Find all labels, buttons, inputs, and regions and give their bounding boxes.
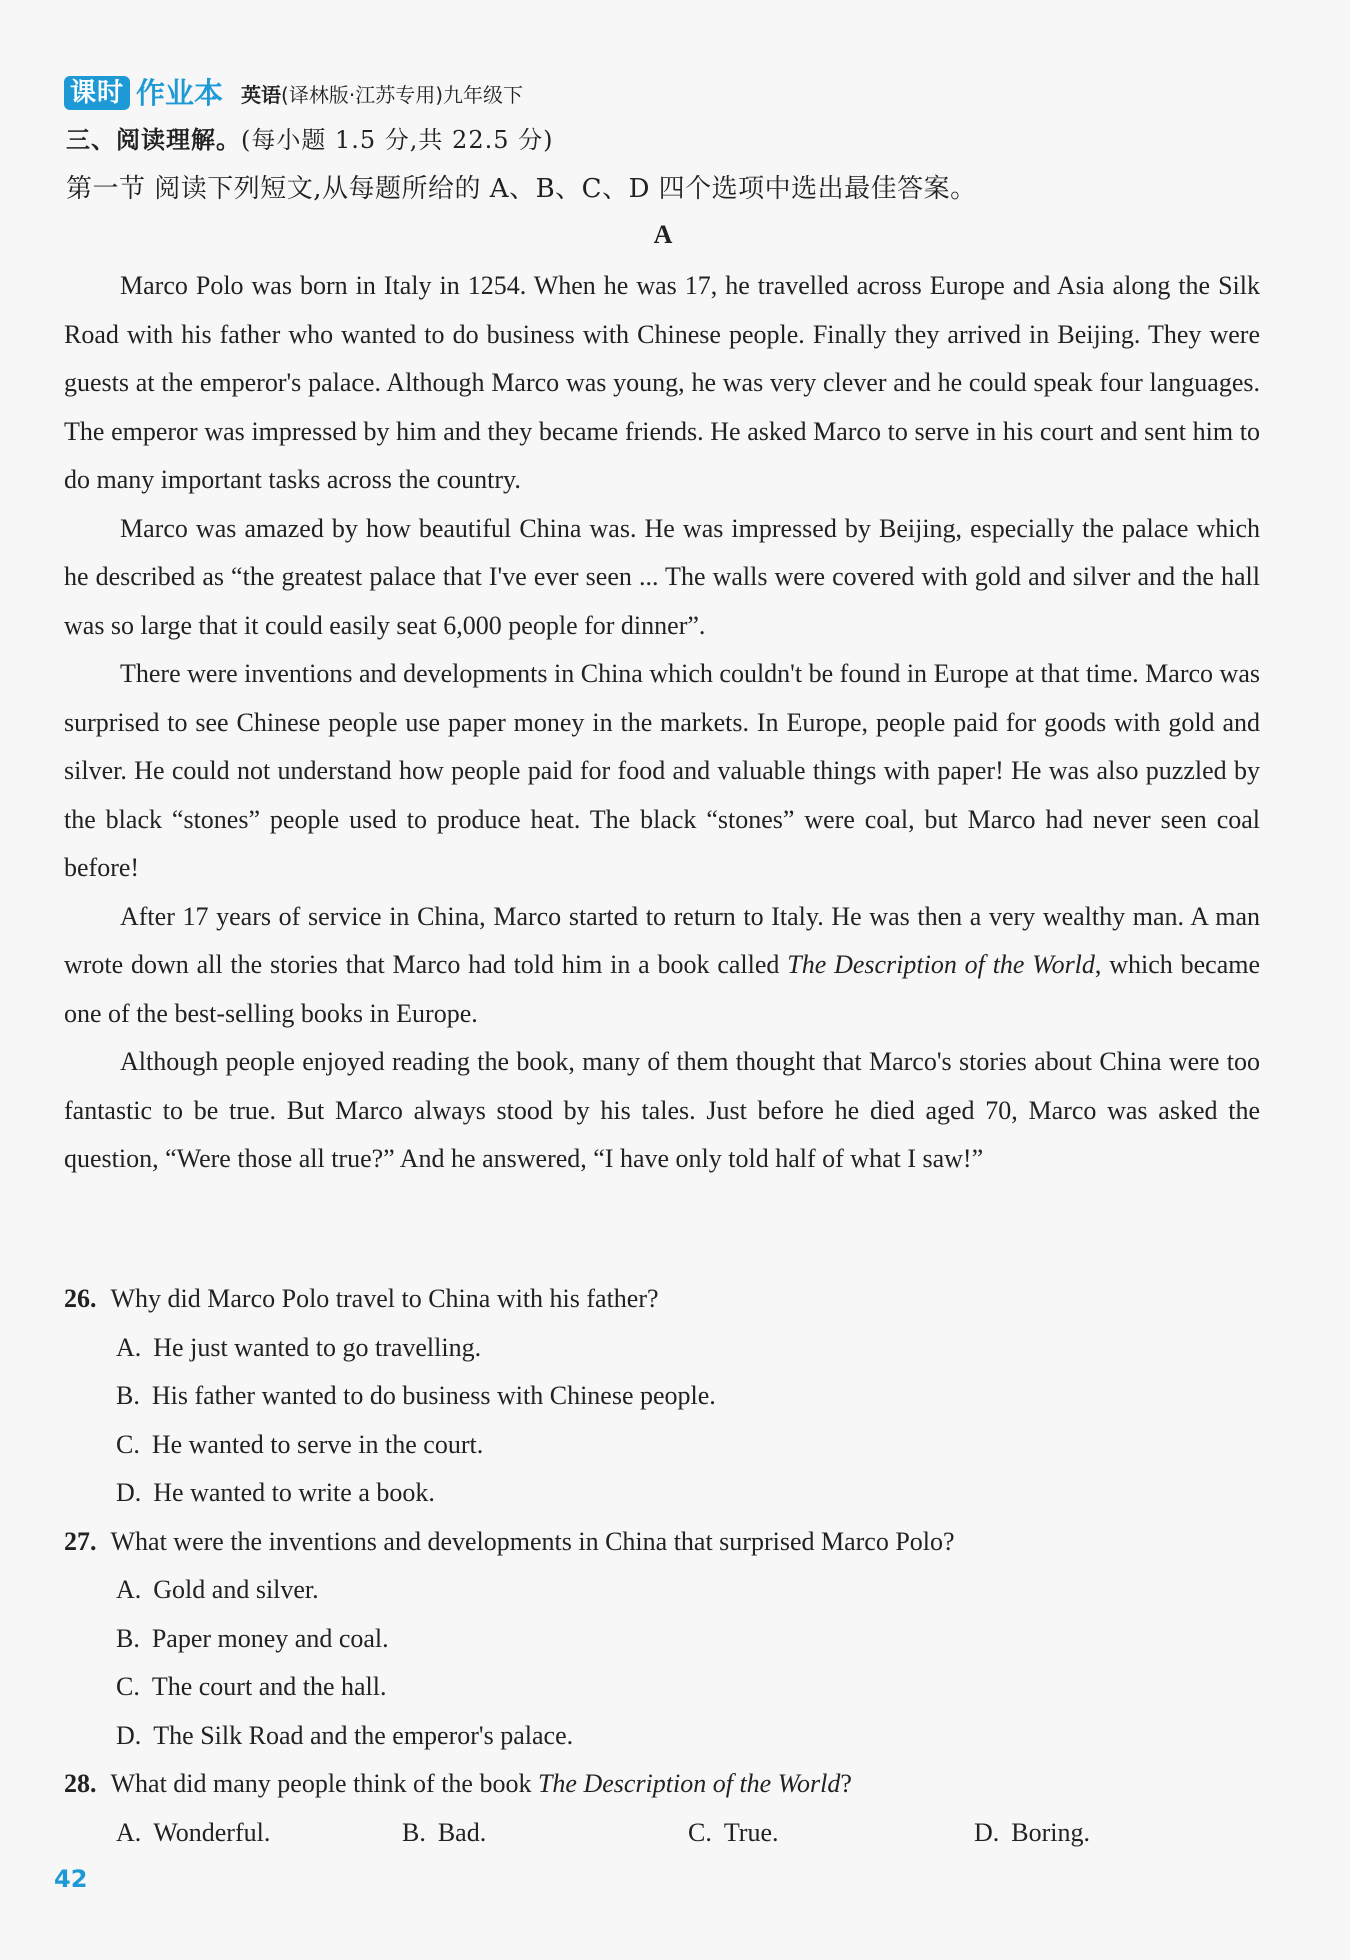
option-letter: D. bbox=[116, 1720, 142, 1750]
question-text: Why did Marco Polo travel to China with his father? bbox=[110, 1284, 659, 1313]
option-b bbox=[64, 1372, 1260, 1421]
question-text-before: What did many people think of the book bbox=[110, 1769, 532, 1798]
option-letter: D. bbox=[974, 1817, 1000, 1847]
option-letter: B. bbox=[402, 1817, 426, 1847]
option-b bbox=[402, 1809, 688, 1858]
question-number: 26. bbox=[64, 1284, 97, 1313]
question-26 bbox=[64, 1275, 1260, 1518]
option-a bbox=[64, 1566, 1260, 1615]
option-a bbox=[64, 1324, 1260, 1373]
question-number: 27. bbox=[64, 1526, 97, 1556]
question-stem bbox=[64, 1275, 1260, 1324]
passage-paragraph-1: Marco Polo was born in Italy in 1254. When he was 17, he travelled across Europe and Asia along the Silk Road with his father who wanted to do business with Chinese people. Finally they arrived in Beijing. They were guests at the emperor's palace. Although Marco was young, he was very clever and he could speak four languages. The emperor was impressed by him and they became friends. He asked Marco to serve in his court and sent him to do many important tasks across the country. bbox=[64, 271, 1260, 494]
option-row bbox=[64, 1809, 1260, 1858]
option-d bbox=[64, 1712, 1260, 1761]
paragraph-4-text-before: After 17 years of service in China, Marco started to return to Italy. He was then a very wealthy man. A man wrote down all the stories that Marco had told him in a book called bbox=[64, 901, 1260, 979]
question-27 bbox=[64, 1518, 1260, 1761]
option-letter: B. bbox=[116, 1381, 140, 1410]
option-text: The court and the hall. bbox=[151, 1672, 387, 1701]
section-title bbox=[66, 120, 553, 155]
option-letter: C. bbox=[116, 1672, 140, 1701]
option-text: The Silk Road and the emperor's palace. bbox=[153, 1720, 574, 1750]
logo-badge: 课时 bbox=[64, 76, 130, 110]
paragraph-4-text-after: , which became one of the best-selling books in Europe. bbox=[64, 950, 1260, 1028]
option-letter: B. bbox=[116, 1623, 140, 1653]
logo-text: 作业本 bbox=[136, 76, 224, 110]
option-text: True. bbox=[723, 1817, 779, 1847]
page-number: 42 bbox=[54, 1865, 88, 1893]
passage-paragraph-3: There were inventions and developments in China which couldn't be found in Europe at that time. Marco was surprised to see Chinese people use paper money in the markets. In Europe, people paid for goods with gold and silver. He could not understand how people paid for food and valuable things with paper! He was also puzzled by the black “stones” people used to produce heat. The black “stones” were coal, but Marco had never seen coal before! bbox=[64, 659, 1260, 882]
option-text: Paper money and coal. bbox=[151, 1623, 389, 1653]
option-text: Gold and silver. bbox=[153, 1575, 319, 1604]
question-stem bbox=[64, 1760, 1260, 1809]
option-text: His father wanted to do business with Chinese people. bbox=[151, 1381, 716, 1410]
question-list bbox=[64, 1275, 1260, 1857]
question-text-after: ? bbox=[840, 1769, 852, 1798]
option-c bbox=[688, 1809, 974, 1858]
option-text: Bad. bbox=[437, 1817, 487, 1847]
option-d bbox=[974, 1809, 1260, 1858]
option-text: He wanted to serve in the court. bbox=[151, 1429, 484, 1459]
option-letter: D. bbox=[116, 1478, 142, 1507]
section-instruction: 第一节 阅读下列短文,从每题所给的 A、B、C、D 四个选项中选出最佳答案。 bbox=[66, 174, 977, 204]
option-letter: C. bbox=[116, 1429, 140, 1459]
passage-paragraph-5: Although people enjoyed reading the book, many of them thought that Marco's stories about China were too fantastic to be true. But Marco always stood by his tales. Just before he died aged 70, Marco was asked the question, “Were those all true?” And he answered, “I have only told half of what I saw!” bbox=[64, 1047, 1260, 1173]
passage-paragraph-4 bbox=[64, 893, 1260, 1039]
page-header bbox=[64, 68, 523, 110]
question-number: 28. bbox=[64, 1769, 97, 1798]
question-book-title: The Description of the World bbox=[537, 1769, 841, 1798]
edition-label: (译林版·江苏专用)九年级下 bbox=[281, 83, 523, 107]
section-heading: 三、阅读理解。 bbox=[66, 126, 241, 154]
option-c bbox=[64, 1663, 1260, 1712]
option-d bbox=[64, 1469, 1260, 1518]
subject-label: 英语 bbox=[241, 83, 282, 107]
question-28 bbox=[64, 1760, 1260, 1857]
question-text: What were the inventions and developments in China that surprised Marco Polo? bbox=[110, 1526, 955, 1556]
option-text: Boring. bbox=[1011, 1817, 1091, 1847]
option-letter: C. bbox=[688, 1817, 712, 1847]
section-score: (每小题 1.5 分,共 22.5 分) bbox=[241, 126, 554, 154]
option-letter: A. bbox=[116, 1575, 142, 1604]
option-letter: A. bbox=[116, 1332, 142, 1362]
book-subtitle bbox=[241, 80, 523, 110]
reading-passage bbox=[64, 262, 1260, 1184]
passage-paragraph-2: Marco was amazed by how beautiful China was. He was impressed by Beijing, especially the palace which he described as “the greatest palace that I've ever seen ... The walls were covered with gold and silver and the hall was so large that it could easily seat 6,000 people for dinner”. bbox=[64, 513, 1260, 640]
passage-label: A bbox=[653, 220, 673, 249]
logo bbox=[64, 76, 223, 110]
option-a bbox=[116, 1809, 402, 1858]
option-b bbox=[64, 1615, 1260, 1664]
option-text: He wanted to write a book. bbox=[153, 1478, 435, 1507]
option-text: He just wanted to go travelling. bbox=[153, 1332, 482, 1362]
option-text: Wonderful. bbox=[153, 1817, 271, 1847]
book-title: The Description of the World bbox=[787, 950, 1095, 979]
question-stem bbox=[64, 1518, 1260, 1567]
option-letter: A. bbox=[116, 1817, 142, 1847]
option-c bbox=[64, 1421, 1260, 1470]
